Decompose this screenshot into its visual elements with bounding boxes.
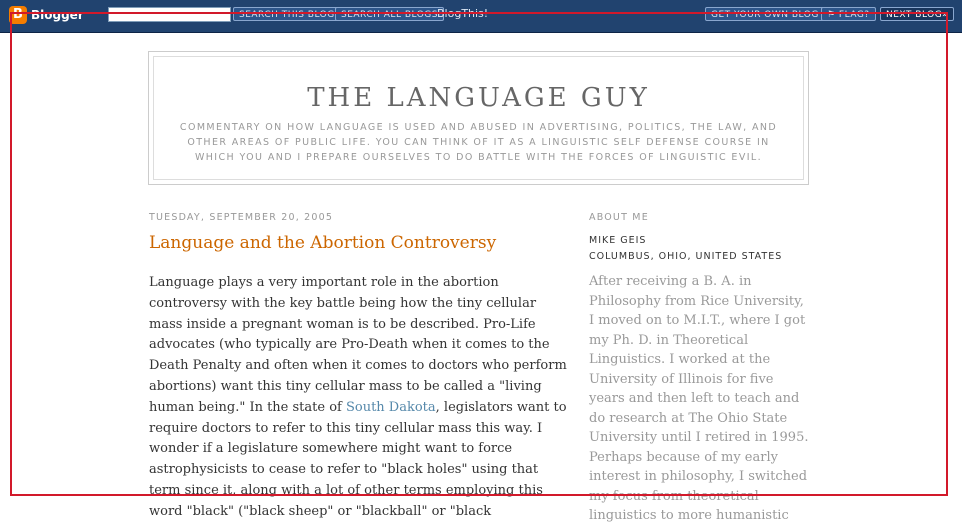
blogger-logo-icon[interactable]: B — [9, 6, 27, 24]
search-input[interactable] — [108, 7, 231, 22]
post-body — [149, 273, 569, 523]
profile-name[interactable]: MIKE GEIS — [589, 235, 647, 246]
south-dakota-link[interactable]: South Dakota — [345, 399, 436, 415]
blog-description: COMMENTARY ON HOW LANGUAGE IS USED AND ABUSED IN ADVERTISING, POLITICS, THE LAW, AND OTHER AREAS OF PUBLIC LIFE. YOU CAN THINK OF IT AS A LINGUISTIC SELF DEFENSE COURSE IN WHICH YOU AND I PREPARE OURSELVES TO DO BATTLE WITH THE FORCES OF LINGUISTIC EVIL. — [179, 122, 778, 163]
blogger-navbar — [0, 0, 962, 33]
post-body-text: Language plays a very important role in the abortion controversy with the key battle being how the tiny cellular mass inside a pregnant woman is to be described. Pro-Life advocates (who typically are Pro-Death when it comes to the Death Penalty and often when it comes to doctors who perform abortions) want this tiny cellular mass to be called a "living human being." In the state of — [149, 275, 567, 415]
post-title[interactable]: Language and the Abortion Controversy — [149, 233, 497, 253]
next-blog-button[interactable]: NEXT BLOG» — [880, 7, 954, 21]
blog-this-link[interactable]: BlogThis! — [437, 7, 489, 20]
post-date: TUESDAY, SEPTEMBER 20, 2005 — [149, 212, 334, 223]
blog-title[interactable]: THE LANGUAGE GUY — [307, 83, 650, 113]
blog-header-inner — [153, 56, 804, 180]
profile-about-text: After receiving a B. A. in Philosophy from Rice University, I moved on to M.I.T., where I got my Ph. D. in Theoretical Linguistics. I worked at the University of Illinois for five years and then left to teach and do research at The Ohio State University until I retired in 1995. Perhaps because of my early interest in philosophy, I switched my focus from theoretical linguistics to more humanistic — [589, 274, 809, 523]
post-body-text-continued: , legislators want to require doctors to refer to this tiny cellular mass this way. I wonder if a legislature somewhere might want to force astrophysicists to cease to refer to "black holes" using that term since it, along with a lot of other terms employing this word "black" ("black sheep" or "blackball" or "black — [149, 399, 567, 519]
profile-location: COLUMBUS, OHIO, UNITED STATES — [589, 251, 783, 262]
blogger-brand[interactable]: Blogger — [31, 8, 84, 22]
flag-button[interactable]: ⚑ FLAG? — [821, 7, 876, 21]
blog-header — [148, 51, 809, 185]
about-me-heading: ABOUT ME — [589, 212, 649, 223]
search-all-blogs-button[interactable]: SEARCH ALL BLOGS — [335, 7, 444, 21]
search-this-blog-button[interactable]: SEARCH THIS BLOG — [233, 7, 341, 21]
get-your-own-blog-button[interactable]: GET YOUR OWN BLOG — [705, 7, 825, 21]
